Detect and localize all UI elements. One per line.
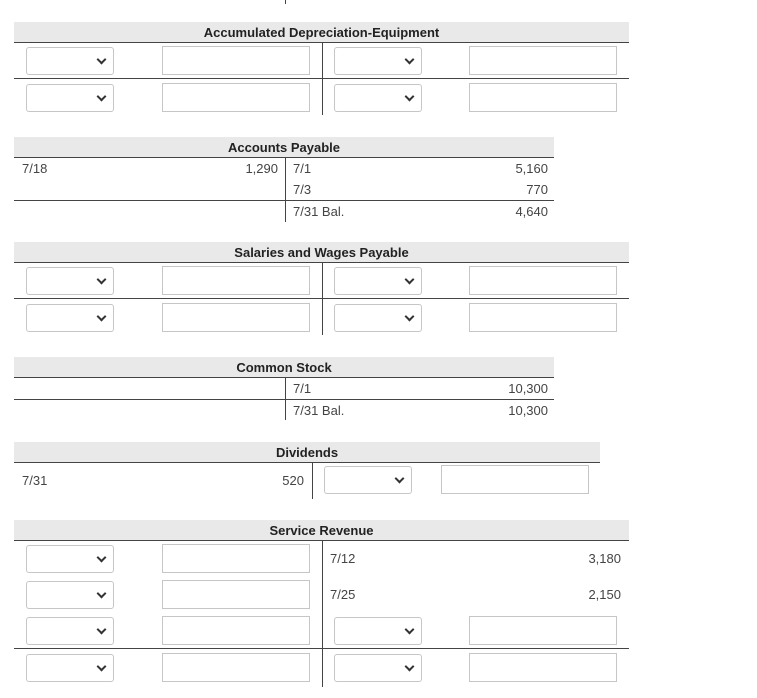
dividends-title: Dividends — [275, 445, 339, 460]
dividends-debit-date: 7/31 — [22, 473, 48, 488]
accounts-payable-debit-amount: 1,290 — [245, 161, 278, 176]
salaries-payable-credit-amount-input-1[interactable] — [469, 266, 617, 295]
accounts-payable-credit-date: 7/1 — [293, 161, 312, 176]
dividends-credit-amount-input[interactable] — [441, 465, 589, 494]
accum-dep-debit-date-select-2[interactable] — [26, 84, 114, 112]
dividends-divider — [312, 463, 313, 499]
dividends-debit-amount: 520 — [282, 473, 304, 488]
service-revenue-total-line — [14, 648, 629, 649]
salaries-payable-credit-date-select-1[interactable] — [334, 267, 422, 295]
service-revenue-debit-date-select-4[interactable] — [26, 654, 114, 682]
chevron-down-icon — [405, 275, 415, 285]
service-revenue-credit-amount-input-4[interactable] — [469, 653, 617, 682]
common-stock-balance-label: 7/31 Bal. — [293, 403, 345, 418]
accounts-payable-credit-date: 7/3 — [293, 182, 312, 197]
chevron-down-icon — [97, 55, 107, 65]
service-revenue-debit-amount-input-1[interactable] — [162, 544, 310, 573]
accum-dep-title: Accumulated Depreciation-Equipment — [203, 25, 440, 40]
service-revenue-credit-date: 7/25 — [330, 587, 356, 602]
common-stock-balance-amount: 10,300 — [508, 403, 548, 418]
service-revenue-credit-amount: 3,180 — [588, 551, 621, 566]
common-stock-credit-amount: 10,300 — [508, 381, 548, 396]
chevron-down-icon — [97, 589, 107, 599]
chevron-down-icon — [97, 625, 107, 635]
accounts-payable-balance-amount: 4,640 — [515, 204, 548, 219]
salaries-payable-divider — [322, 263, 323, 335]
accum-dep-credit-amount-input-2[interactable] — [469, 83, 617, 112]
salaries-payable-debit-date-select-1[interactable] — [26, 267, 114, 295]
common-stock-header — [14, 357, 554, 378]
salaries-payable-header — [14, 242, 629, 263]
service-revenue-debit-date-select-2[interactable] — [26, 581, 114, 609]
chevron-down-icon — [405, 92, 415, 102]
salaries-payable-debit-date-select-2[interactable] — [26, 304, 114, 332]
chevron-down-icon — [405, 55, 415, 65]
chevron-down-icon — [405, 662, 415, 672]
service-revenue-header — [14, 520, 629, 541]
service-revenue-divider — [322, 541, 323, 687]
chevron-down-icon — [395, 474, 405, 484]
salaries-payable-debit-amount-input-1[interactable] — [162, 266, 310, 295]
service-revenue-debit-date-select-1[interactable] — [26, 545, 114, 573]
accounts-payable-title: Accounts Payable — [228, 140, 340, 155]
accounts-payable-balance-label: 7/31 Bal. — [293, 204, 345, 219]
accounts-payable-debit-date: 7/18 — [22, 161, 48, 176]
accounts-payable-credit-amount: 770 — [526, 182, 548, 197]
chevron-down-icon — [97, 553, 107, 563]
service-revenue-credit-date-select-4[interactable] — [334, 654, 422, 682]
accum-dep-credit-amount-input-1[interactable] — [469, 46, 617, 75]
chevron-down-icon — [97, 662, 107, 672]
accum-dep-credit-date-select-1[interactable] — [334, 47, 422, 75]
accum-dep-debit-amount-input-1[interactable] — [162, 46, 310, 75]
accounts-payable-divider — [285, 158, 286, 222]
service-revenue-debit-amount-input-3[interactable] — [162, 616, 310, 645]
common-stock-total-line — [14, 399, 554, 400]
service-revenue-debit-date-select-3[interactable] — [26, 617, 114, 645]
service-revenue-debit-amount-input-4[interactable] — [162, 653, 310, 682]
accounts-payable-total-line — [14, 200, 554, 201]
accum-dep-total-line — [14, 78, 629, 79]
chevron-down-icon — [97, 275, 107, 285]
chevron-down-icon — [97, 312, 107, 322]
salaries-payable-credit-amount-input-2[interactable] — [469, 303, 617, 332]
service-revenue-title: Service Revenue — [269, 523, 374, 538]
common-stock-credit-date: 7/1 — [293, 381, 312, 396]
salaries-payable-debit-amount-input-2[interactable] — [162, 303, 310, 332]
dividends-header — [14, 442, 600, 463]
accum-dep-divider — [322, 43, 323, 115]
chevron-down-icon — [97, 92, 107, 102]
dividends-credit-date-select[interactable] — [324, 466, 412, 494]
service-revenue-credit-amount: 2,150 — [588, 587, 621, 602]
top-tick — [285, 0, 286, 4]
service-revenue-credit-amount-input-3[interactable] — [469, 616, 617, 645]
salaries-payable-credit-date-select-2[interactable] — [334, 304, 422, 332]
accounts-payable-header — [14, 137, 554, 158]
salaries-payable-title: Salaries and Wages Payable — [234, 245, 409, 260]
service-revenue-credit-date-select-3[interactable] — [334, 617, 422, 645]
accum-dep-debit-date-select-1[interactable] — [26, 47, 114, 75]
service-revenue-debit-amount-input-2[interactable] — [162, 580, 310, 609]
service-revenue-credit-date: 7/12 — [330, 551, 356, 566]
chevron-down-icon — [405, 625, 415, 635]
accounts-payable-credit-amount: 5,160 — [515, 161, 548, 176]
accum-dep-credit-date-select-2[interactable] — [334, 84, 422, 112]
salaries-payable-total-line — [14, 298, 629, 299]
common-stock-title: Common Stock — [236, 360, 332, 375]
chevron-down-icon — [405, 312, 415, 322]
accum-dep-header — [14, 22, 629, 43]
accum-dep-debit-amount-input-2[interactable] — [162, 83, 310, 112]
